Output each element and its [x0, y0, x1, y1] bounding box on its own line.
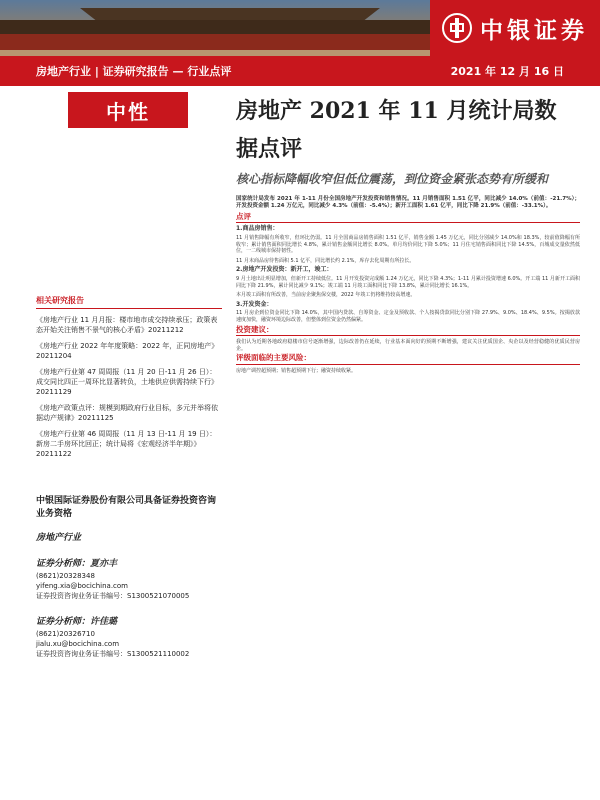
- report-date: 2021 年 12 月 16 日: [450, 65, 564, 78]
- analyst-label: 证券分析师：: [36, 617, 91, 627]
- related-report[interactable]: 《房地产政策点评：规模到期政府行业目标，多元并举将依据动产规律》20211125: [36, 404, 218, 422]
- analyst-name: 许佳璐: [90, 617, 118, 627]
- rating-badge: 中性: [68, 92, 188, 128]
- divider: [236, 335, 580, 336]
- analyst-email[interactable]: jialu.xu@bocichina.com: [36, 640, 120, 648]
- analyst-license: 证券投资咨询业务证书编号：S1300521070005: [36, 592, 190, 600]
- analyst-license: 证券投资咨询业务证书编号：S1300521110002: [36, 650, 190, 658]
- related-report[interactable]: 《房地产行业第 46 周周报（11 月 13 日-11 月 19 日）：新房二手房环比回正；统计局将《宏观经济半年期》》20211122: [36, 430, 217, 458]
- section-heading-invest-advice: 投资建议：: [236, 324, 274, 334]
- analyst-name: 夏亦丰: [90, 559, 118, 569]
- palace-roof: [0, 20, 470, 34]
- lead-summary: 国家统计局发布 2021 年 1-11 月份全国房地产开发投资和销售情况。11 月销售面积 1.51 亿平，同比减少 14.0%（前值：-21.7%）；开发投资金额 1.24 万亿元，同比减少 4.3%（前值：-5.4%）；新开工面积 1.61 亿平，同比下降 21.9%（前值：-33.1%）。: [236, 196, 580, 210]
- divider: [236, 222, 580, 223]
- section-heading-sales: 1.商品房销售：: [236, 225, 279, 233]
- sector-label: 房地产行业: [36, 533, 82, 543]
- analyst-label: 证券分析师：: [36, 559, 91, 569]
- paragraph-investment: 9 月土地出让明显增加，但新开工持续低位。11 月开发投资完成额 1.24 万亿元，同比下降 4.3%；1-11 月累计投资增速 6.0%。开工端 11 月新开工面积同比下降 21.9%，累计同比减少 9.1%；竣工端 11 月竣工面积同比下降 13.8%，累计同比增长 16.1%。: [236, 275, 580, 289]
- report-subtitle: 核心指标降幅收窄但低位震荡，到位资金紧张态势有所缓和: [236, 172, 549, 186]
- related-report[interactable]: 《房地产行业第 47 周周报（11 月 20 日-11 月 26 日）：成交同比四正一周环比显著转负，土地供应供需持续下行》20211129: [36, 368, 218, 396]
- analyst-email[interactable]: yifeng.xia@bocichina.com: [36, 582, 128, 590]
- report-title: 房地产 2021 年 11 月统计局数据点评: [236, 98, 557, 162]
- analyst-phone: (8621)20328348: [36, 572, 95, 580]
- paragraph-funds: 11 月房企到位资金同比下降 14.0%，其中国内贷款、自筹资金、定金及预收款、个人按揭贷款同比分别下降 27.9%、9.0%、18.4%、9.5%。按揭放款速度加快，融资环境边际改善，但整体到位资金仍然偏紧。: [236, 310, 580, 323]
- divider: [236, 364, 580, 365]
- report-category: 房地产行业 | 证券研究报告 — 行业点评: [36, 65, 232, 78]
- header-banner: [0, 0, 600, 56]
- paragraph-risk: 房地产调控超预期；销售超预期下行；融资持续收紧。: [236, 367, 357, 374]
- paragraph-inventory: 11 月末商品房待售面积 5.1 亿平，同比增长约 2.1%，库存去化周期有所拉长。: [236, 257, 415, 264]
- paragraph-sales: 11 月销售降幅有所收窄，但环比仍弱。11 月全国商品房销售面积 1.51 亿平，销售金额 1.45 万亿元，同比分别减少 14.0%和 18.3%，较前值降幅有所收窄；累计销售面积同比增长 4.8%，累计销售金额同比增长 8.0%。单月均价同比下降 5.0%；11 月住宅销售面积同比下降 14.5%，百城成交量依然低位，一二线城市保持韧性。: [236, 235, 580, 255]
- related-reports-heading: 相关研究报告: [36, 296, 222, 309]
- brand-name: 中银证券: [480, 16, 588, 44]
- boc-logo-icon: [442, 13, 472, 43]
- related-report[interactable]: 《房地产行业 2022 年年度策略：2022 年，正同房地产》20211204: [36, 342, 219, 360]
- analyst-card: [36, 615, 222, 659]
- report-category-bar: [0, 56, 600, 86]
- related-report[interactable]: 《房地产行业 11 月月报：楼市地市成交持续承压；政策表态开始关注销售不景气的核心矛盾》20211212: [36, 316, 218, 334]
- analyst-phone: (8621)20326710: [36, 630, 95, 638]
- section-heading-investment: 2.房地产开发投资：新开工，竣工：: [236, 266, 333, 274]
- report-body: [236, 196, 580, 378]
- company-qualification: 中银国际证券股份有限公司具备证券投资咨询业务资格: [36, 496, 217, 519]
- analyst-card: [36, 557, 222, 601]
- section-heading-risk: 评级面临的主要风险：: [236, 353, 311, 363]
- paragraph-completion: 本月竣工面积有所改善，当前房企聚焦保交楼，2022 年竣工仍将维持较高增速。: [236, 292, 416, 299]
- brand-block: [430, 0, 600, 56]
- section-heading-funds: 3.开发资金：: [236, 300, 273, 308]
- sidebar: [36, 200, 222, 659]
- paragraph-invest-advice: 我们认为近期各地政府稳楼市信号逐渐增强，边际改善仍在延续，行业基本面向好的预期不断增强，建议关注优质国企、央企以及经营稳健的优质民营房企。: [236, 339, 580, 352]
- section-heading-point: 点评: [236, 211, 251, 221]
